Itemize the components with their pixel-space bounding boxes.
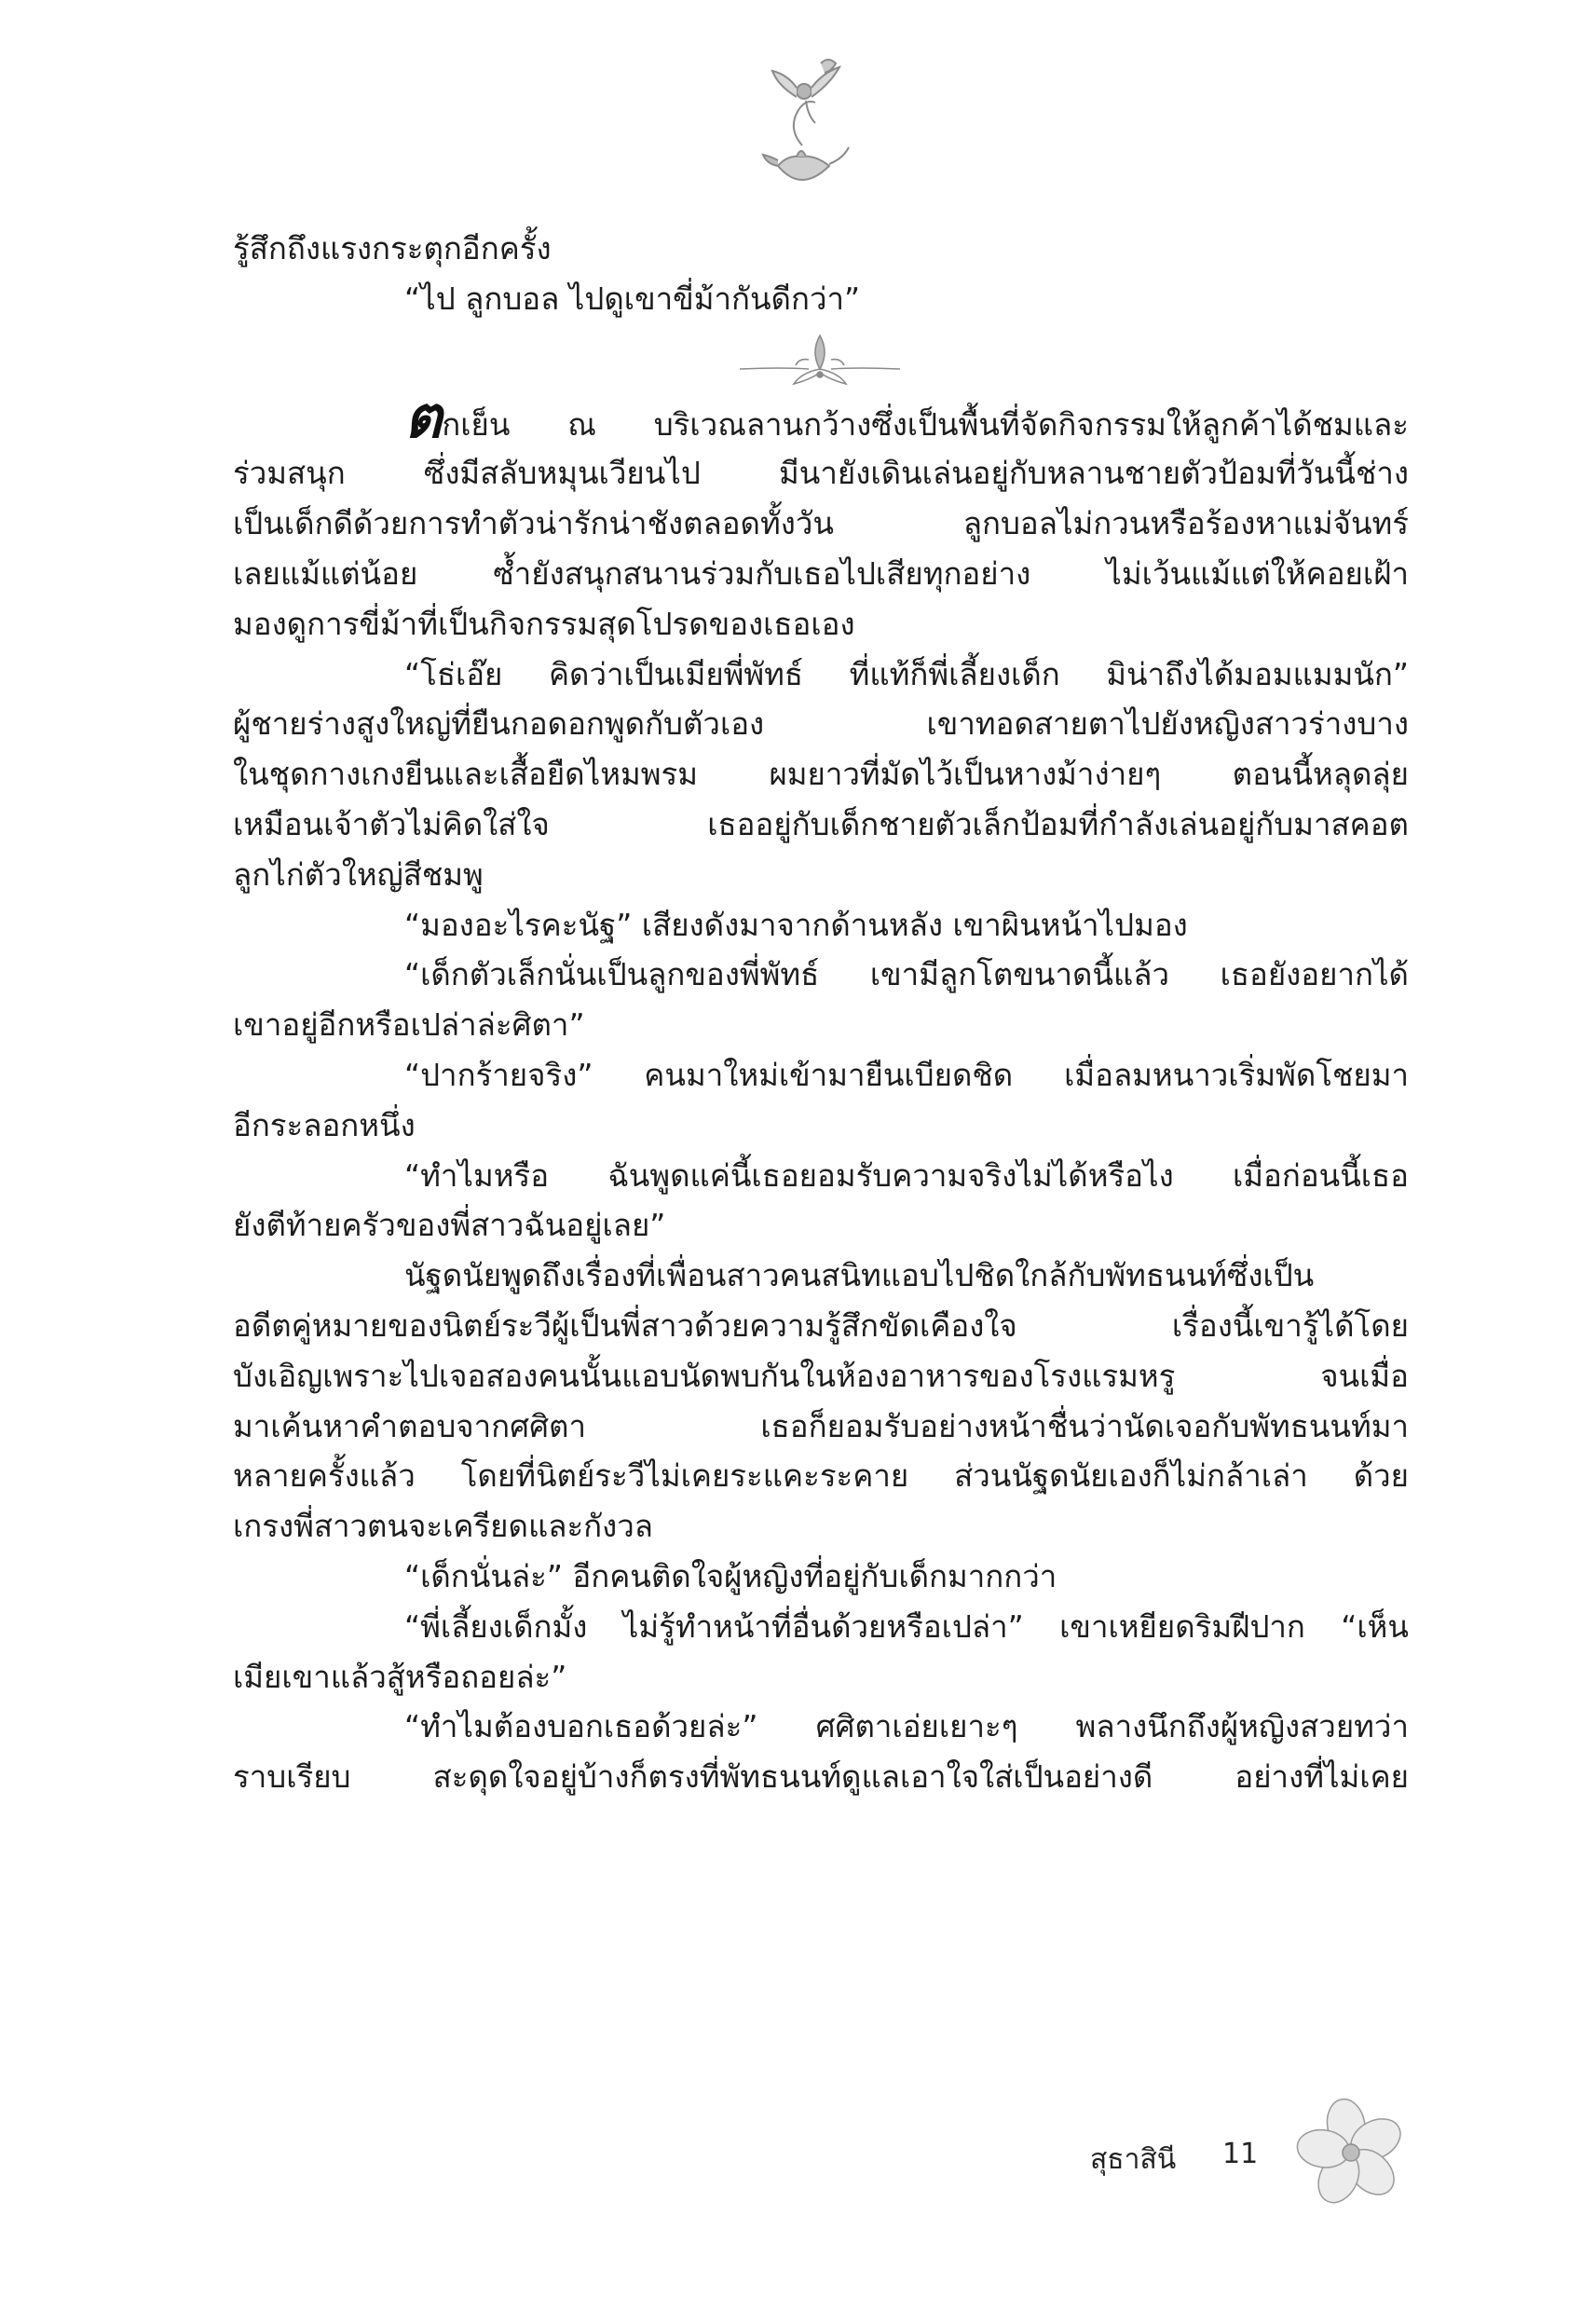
line-text: บังเอิญเพราะไปเจอสองคนนั้นแอบนัดพบกันในห้องอาหารของโรงแรมหรู จนเมื่อ (233, 1357, 1409, 1394)
line-text: รู้สึกถึงแรงกระตุกอีกครั้ง (233, 230, 552, 267)
line-text: กเย็น ณ บริเวณลานกว้างซึ่งเป็นพื้นที่จัดกิจกรรมให้ลูกค้าได้ชมและ (442, 405, 1409, 443)
text-line (233, 699, 1409, 749)
drop-cap: ต (404, 398, 443, 449)
text-line (233, 850, 1409, 900)
text-line (233, 749, 1409, 800)
line-text: มาเค้นหาคำตอบจากศศิตา เธอก็ยอมรับอย่างหน้าชื่นว่านัดเจอกับพัทธนนท์มา (233, 1407, 1409, 1444)
text-line (233, 1351, 1409, 1402)
page-footer (1090, 2097, 1425, 2208)
text-line (233, 1301, 1409, 1351)
text-line (233, 1101, 1409, 1151)
section-divider (233, 324, 1409, 399)
line-text: เมียเขาแล้วสู้หรือถอยล่ะ” (233, 1658, 567, 1695)
line-text: นัฐดนัยพูดถึงเรื่องที่เพื่อนสาวคนสนิทแอบไปชิดใกล้กับพัทธนนท์ซึ่งเป็น (404, 1257, 1315, 1294)
line-text: “โธ่เอ๊ย คิดว่าเป็นเมียพี่พัทธ์ ที่แท้ก็พี่เลี้ยงเด็ก มิน่าถึงได้มอมแมมนัก” (404, 655, 1409, 692)
body-text (233, 224, 1409, 1802)
text-line (233, 1000, 1409, 1050)
text-line (233, 1200, 1409, 1251)
line-text: อีกระลอกหนึ่ง (233, 1106, 416, 1143)
line-text: ลูกไก่ตัวใหญ่สีชมพู (233, 855, 484, 893)
line-text: ยังตีท้ายครัวของพี่สาวฉันอยู่เลย” (233, 1207, 666, 1244)
line-text: เกรงพี่สาวตนจะเครียดและกังวล (233, 1508, 654, 1545)
line-text: “เด็กตัวเล็กนั่นเป็นลูกของพี่พัทธ์ เขามีลูกโตขนาดนี้แล้ว เธอยังอยากได้ (404, 956, 1409, 993)
text-line (233, 1752, 1409, 1802)
text-line (233, 1050, 1409, 1101)
line-text: เลยแม้แต่น้อย ซ้ำยังสนุกสนานร่วมกับเธอไปเสียทุกอย่าง ไม่เว้นแม้แต่ให้คอยเฝ้า (233, 554, 1409, 592)
line-text: เขาอยู่อีกหรือเปล่าล่ะศิตา” (233, 1006, 585, 1044)
line-text: เหมือนเจ้าตัวไม่คิดใส่ใจ เธออยู่กับเด็กชายตัวเล็กป้อมที่กำลังเล่นอยู่กับมาสคอต (233, 805, 1409, 842)
text-line (233, 274, 1409, 324)
frangipani-flower-icon (1286, 2097, 1416, 2208)
text-line (233, 1402, 1409, 1452)
text-line (233, 549, 1409, 599)
text-line (233, 1552, 1409, 1602)
page-number: 11 (1222, 2138, 1259, 2170)
text-line (233, 1251, 1409, 1301)
text-line (233, 1151, 1409, 1201)
text-line (233, 1702, 1409, 1752)
text-line (233, 1652, 1409, 1702)
line-text: มองดูการขี่ม้าที่เป็นกิจกรรมสุดโปรดของเธอเอง (233, 605, 855, 642)
text-line (233, 1602, 1409, 1652)
line-text: ร่วมสนุก ซึ่งมีสลับหมุนเวียนไป มีนายังเดินเล่นอยู่กับหลานชายตัวป้อมที่วันนี้ช่าง (233, 455, 1409, 492)
line-text: “ทำไมต้องบอกเธอด้วยล่ะ” ศศิตาเอ่ยเยาะๆ พลางนึกถึงผู้หญิงสวยทว่า (404, 1708, 1409, 1745)
line-text: ในชุดกางเกงยีนและเสื้อยืดไหมพรม ผมยาวที่มัดไว้เป็นหางม้าง่ายๆ ตอนนี้หลุดลุ่ย (233, 756, 1409, 793)
text-line (233, 900, 1409, 950)
line-text: “เด็กนั่นล่ะ” อีกคนติดใจผู้หญิงที่อยู่กับเด็กมากกว่า (404, 1557, 1057, 1594)
text-line (233, 1501, 1409, 1552)
running-footer-title: สุธาสินี (1090, 2143, 1177, 2176)
line-text: ผู้ชายร่างสูงใหญ่ที่ยืนกอดอกพูดกับตัวเอง เขาทอดสายตาไปยังหญิงสาวร่างบาง (233, 705, 1409, 743)
line-text: เป็นเด็กดีด้วยการทำตัวน่ารักน่าชังตลอดทั้งวัน ลูกบอลไม่กวนหรือร้องหาแม่จันทร์ (233, 505, 1409, 542)
scroll-ornament-divider-icon (736, 332, 904, 391)
text-line (233, 399, 1409, 449)
text-line (233, 650, 1409, 700)
line-text: หลายครั้งแล้ว โดยที่นิตย์ระวีไม่เคยระแคะระคาย ส่วนนัฐดนัยเองก็ไม่กล้าเล่า ด้วย (233, 1457, 1409, 1495)
line-text: ราบเรียบ สะดุดใจอยู่บ้างก็ตรงที่พัทธนนท์ดูแลเอาใจใส่เป็นอย่างดี อย่างที่ไม่เคย (233, 1758, 1409, 1796)
text-line (233, 800, 1409, 850)
text-line (233, 448, 1409, 499)
line-text: “ไป ลูกบอล ไปดูเขาขี่ม้ากันดีกว่า” (404, 280, 861, 317)
text-line (233, 599, 1409, 650)
line-text: “ปากร้ายจริง” คนมาใหม่เข้ามายืนเบียดชิด เมื่อลมหนาวเริ่มพัดโชยมา (404, 1056, 1409, 1093)
line-text: “พี่เลี้ยงเด็กมั้ง ไม่รู้ทำหน้าที่อื่นด้วยหรือเปล่า” เขาเหยียดริมฝีปาก “เห็น (404, 1607, 1409, 1645)
text-line (233, 224, 1409, 274)
genie-lamp-cupid-icon (750, 54, 853, 194)
text-line (233, 950, 1409, 1000)
text-line (233, 499, 1409, 549)
line-text: “มองอะไรคะนัฐ” เสียงดังมาจากด้านหลัง เขาผินหน้าไปมอง (404, 906, 1188, 943)
line-text: อดีตคู่หมายของนิตย์ระวีผู้เป็นพี่สาวด้วยความรู้สึกขัดเคืองใจ เรื่องนี้เขารู้ได้โดย (233, 1306, 1409, 1344)
text-line (233, 1451, 1409, 1501)
line-text: “ทำไมหรือ ฉันพูดแค่นี้เธอยอมรับความจริงไม่ได้หรือไง เมื่อก่อนนี้เธอ (404, 1156, 1409, 1194)
